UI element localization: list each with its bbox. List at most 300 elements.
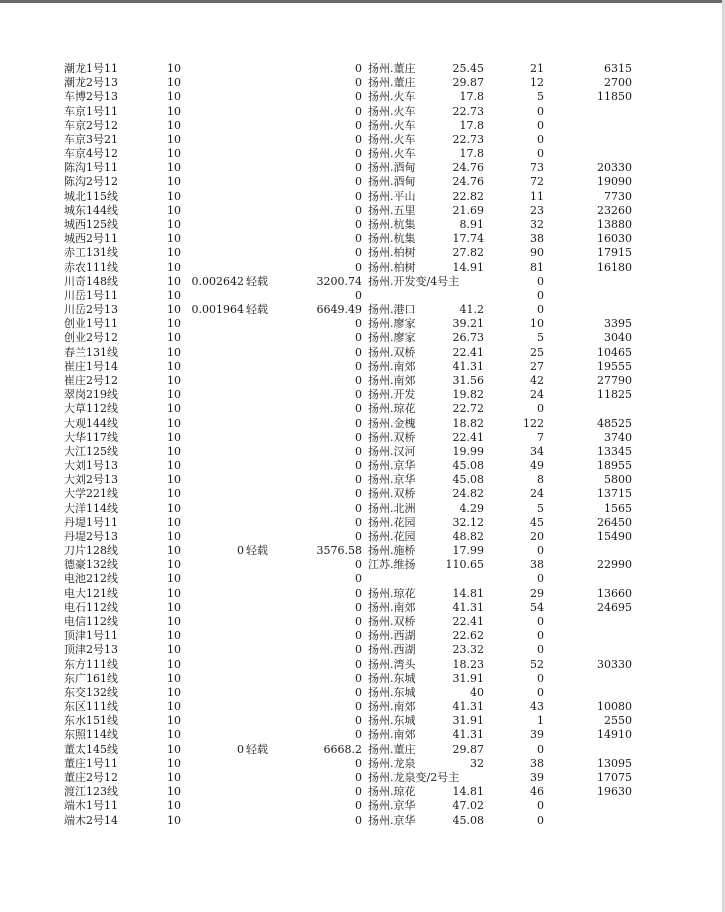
substation-cell: 扬州.西湖 xyxy=(368,629,416,643)
capacity-cell: 0 xyxy=(355,459,362,473)
line-name-cell: 城东144线 xyxy=(64,203,118,217)
load-rate-cell: 0 xyxy=(237,544,244,558)
capacity-cell: 0 xyxy=(355,90,362,104)
voltage-cell: 10 xyxy=(167,756,181,770)
voltage-cell: 10 xyxy=(167,430,181,444)
length-cell: 18.82 xyxy=(452,416,484,430)
capacity-cell: 0 xyxy=(355,161,362,175)
table-row xyxy=(0,303,725,317)
length-cell: 17.8 xyxy=(459,90,484,104)
length-cell: 14.81 xyxy=(452,586,484,600)
voltage-cell: 10 xyxy=(167,161,181,175)
count-cell: 49 xyxy=(530,459,544,473)
line-name-cell: 端木2号14 xyxy=(64,813,118,827)
capacity-cell: 0 xyxy=(355,147,362,161)
voltage-cell: 10 xyxy=(167,62,181,75)
count-cell: 0 xyxy=(537,629,544,643)
capacity-cell: 0 xyxy=(355,76,362,90)
count-cell: 23 xyxy=(530,203,544,217)
table-row xyxy=(0,190,725,204)
voltage-cell: 10 xyxy=(167,600,181,614)
voltage-cell: 10 xyxy=(167,544,181,558)
length-cell: 19.82 xyxy=(452,388,484,402)
voltage-cell: 10 xyxy=(167,586,181,600)
count-cell: 21 xyxy=(530,62,544,75)
capacity-cell: 0 xyxy=(355,615,362,629)
capacity-cell: 3200.74 xyxy=(316,274,362,288)
amount-cell: 11825 xyxy=(597,388,632,402)
table-row xyxy=(0,346,725,360)
line-name-cell: 东水151线 xyxy=(64,714,118,728)
amount-cell: 3040 xyxy=(604,331,632,345)
line-name-cell: 大洋114线 xyxy=(64,501,118,515)
capacity-cell: 0 xyxy=(355,132,362,146)
length-cell: 27.82 xyxy=(452,246,484,260)
voltage-cell: 10 xyxy=(167,260,181,274)
substation-cell: 扬州.琼花 xyxy=(368,785,416,799)
length-cell: 22.62 xyxy=(452,629,484,643)
amount-cell: 10080 xyxy=(597,700,632,714)
length-cell: 47.02 xyxy=(452,799,484,813)
amount-cell: 15490 xyxy=(597,529,632,543)
substation-cell: 扬州.京华 xyxy=(368,459,416,473)
voltage-cell: 10 xyxy=(167,203,181,217)
count-cell: 42 xyxy=(530,373,544,387)
length-cell: 22.73 xyxy=(452,104,484,118)
table-row xyxy=(0,643,725,657)
line-name-cell: 东交132线 xyxy=(64,685,118,699)
table-row xyxy=(0,487,725,501)
count-cell: 0 xyxy=(537,288,544,302)
count-cell: 32 xyxy=(530,217,544,231)
load-status-cell: 轻载 xyxy=(246,544,268,558)
voltage-cell: 10 xyxy=(167,402,181,416)
substation-cell: 扬州.杭集 xyxy=(368,217,416,231)
count-cell: 0 xyxy=(537,671,544,685)
substation-cell: 扬州.董庄 xyxy=(368,62,416,75)
count-cell: 0 xyxy=(537,643,544,657)
length-cell: 31.91 xyxy=(452,671,484,685)
voltage-cell: 10 xyxy=(167,345,181,359)
substation-cell: 扬州.董庄 xyxy=(368,742,416,756)
count-cell: 24 xyxy=(530,388,544,402)
table-row xyxy=(0,771,725,785)
voltage-cell: 10 xyxy=(167,799,181,813)
capacity-cell: 0 xyxy=(355,629,362,643)
count-cell: 10 xyxy=(530,317,544,331)
count-cell: 72 xyxy=(530,175,544,189)
table-row xyxy=(0,402,725,416)
capacity-cell: 0 xyxy=(355,104,362,118)
substation-cell: 扬州.五里 xyxy=(368,203,416,217)
line-name-cell: 东方111线 xyxy=(64,657,118,671)
count-cell: 81 xyxy=(530,260,544,274)
length-cell: 17.8 xyxy=(459,147,484,161)
amount-cell: 48525 xyxy=(597,416,632,430)
table-row xyxy=(0,90,725,104)
capacity-cell: 0 xyxy=(355,799,362,813)
substation-cell: 扬州.汉河 xyxy=(368,444,416,458)
line-name-cell: 电池212线 xyxy=(64,572,118,586)
count-cell: 39 xyxy=(530,771,544,784)
substation-cell: 扬州.火车 xyxy=(368,118,416,132)
substation-cell: 扬州.东城 xyxy=(368,714,416,728)
amount-cell: 3740 xyxy=(604,430,632,444)
amount-cell: 26450 xyxy=(597,515,632,529)
voltage-cell: 10 xyxy=(167,742,181,756)
line-name-cell: 丹堤1号11 xyxy=(64,515,118,529)
substation-cell: 扬州.酒甸 xyxy=(368,175,416,189)
line-name-cell: 德豪132线 xyxy=(64,558,118,572)
length-cell: 24.76 xyxy=(452,161,484,175)
count-cell: 38 xyxy=(530,756,544,770)
line-name-cell: 陈沟1号11 xyxy=(64,161,118,175)
capacity-cell: 0 xyxy=(355,217,362,231)
voltage-cell: 10 xyxy=(167,274,181,288)
count-cell: 0 xyxy=(537,274,544,288)
capacity-cell: 0 xyxy=(355,260,362,274)
table-row xyxy=(0,516,725,530)
count-cell: 5 xyxy=(537,90,544,104)
voltage-cell: 10 xyxy=(167,685,181,699)
voltage-cell: 10 xyxy=(167,529,181,543)
voltage-cell: 10 xyxy=(167,104,181,118)
count-cell: 45 xyxy=(530,515,544,529)
amount-cell: 7730 xyxy=(604,189,632,203)
table-row xyxy=(0,445,725,459)
capacity-cell: 0 xyxy=(355,558,362,572)
count-cell: 8 xyxy=(537,473,544,487)
capacity-cell: 0 xyxy=(355,771,362,784)
substation-cell: 扬州.龙泉 xyxy=(368,756,416,770)
line-name-cell: 东区111线 xyxy=(64,700,118,714)
capacity-cell: 0 xyxy=(355,444,362,458)
length-cell: 41.31 xyxy=(452,700,484,714)
count-cell: 1 xyxy=(537,714,544,728)
line-name-cell: 车京3号21 xyxy=(64,132,118,146)
table-row xyxy=(0,459,725,473)
capacity-cell: 0 xyxy=(355,388,362,402)
amount-cell: 17075 xyxy=(597,771,632,784)
voltage-cell: 10 xyxy=(167,246,181,260)
table-row xyxy=(0,473,725,487)
length-cell: 41.31 xyxy=(452,359,484,373)
capacity-cell: 0 xyxy=(355,671,362,685)
length-cell: 25.45 xyxy=(452,62,484,75)
count-cell: 54 xyxy=(530,600,544,614)
substation-cell: 扬州.湾头 xyxy=(368,657,416,671)
substation-cell: 扬州.酒甸 xyxy=(368,161,416,175)
capacity-cell: 0 xyxy=(355,402,362,416)
line-name-cell: 车京2号12 xyxy=(64,118,118,132)
table-row xyxy=(0,601,725,615)
count-cell: 90 xyxy=(530,246,544,260)
substation-cell: 扬州.廖家 xyxy=(368,317,416,331)
table-row xyxy=(0,246,725,260)
voltage-cell: 10 xyxy=(167,728,181,742)
length-cell: 17.8 xyxy=(459,118,484,132)
voltage-cell: 10 xyxy=(167,515,181,529)
substation-cell: 扬州.港口 xyxy=(368,303,416,317)
capacity-cell: 0 xyxy=(355,317,362,331)
amount-cell: 13095 xyxy=(597,756,632,770)
table-row xyxy=(0,502,725,516)
table-row xyxy=(0,757,725,771)
length-cell: 8.91 xyxy=(459,217,484,231)
line-name-cell: 大草112线 xyxy=(64,402,118,416)
table-row xyxy=(0,530,725,544)
line-name-cell: 大刘2号13 xyxy=(64,473,118,487)
voltage-cell: 10 xyxy=(167,643,181,657)
voltage-cell: 10 xyxy=(167,147,181,161)
capacity-cell: 0 xyxy=(355,118,362,132)
table-row xyxy=(0,558,725,572)
length-cell: 22.72 xyxy=(452,402,484,416)
voltage-cell: 10 xyxy=(167,288,181,302)
count-cell: 12 xyxy=(530,76,544,90)
load-status-cell: 轻载 xyxy=(246,303,268,317)
amount-cell: 19555 xyxy=(597,359,632,373)
line-name-cell: 电大121线 xyxy=(64,586,118,600)
table-row xyxy=(0,672,725,686)
count-cell: 0 xyxy=(537,104,544,118)
voltage-cell: 10 xyxy=(167,785,181,799)
amount-cell: 3395 xyxy=(604,317,632,331)
length-cell: 40 xyxy=(470,685,484,699)
capacity-cell: 6668.2 xyxy=(323,742,362,756)
voltage-cell: 10 xyxy=(167,700,181,714)
amount-cell: 11850 xyxy=(597,90,632,104)
substation-cell: 扬州.廖家 xyxy=(368,331,416,345)
amount-cell: 20330 xyxy=(597,161,632,175)
count-cell: 0 xyxy=(537,799,544,813)
substation-cell: 扬州.北洲 xyxy=(368,501,416,515)
line-name-cell: 电石112线 xyxy=(64,600,118,614)
voltage-cell: 10 xyxy=(167,303,181,317)
substation-cell: 扬州.柏树 xyxy=(368,260,416,274)
line-name-cell: 顶津2号13 xyxy=(64,643,118,657)
table-row xyxy=(0,232,725,246)
voltage-cell: 10 xyxy=(167,473,181,487)
substation-cell: 扬州.琼花 xyxy=(368,586,416,600)
length-cell: 21.69 xyxy=(452,203,484,217)
substation-cell: 扬州.董庄 xyxy=(368,76,416,90)
capacity-cell: 0 xyxy=(355,700,362,714)
voltage-cell: 10 xyxy=(167,90,181,104)
length-cell: 29.87 xyxy=(452,76,484,90)
line-name-cell: 城西125线 xyxy=(64,217,118,231)
amount-cell: 23260 xyxy=(597,203,632,217)
voltage-cell: 10 xyxy=(167,572,181,586)
capacity-cell: 0 xyxy=(355,714,362,728)
length-cell: 45.08 xyxy=(452,813,484,827)
count-cell: 38 xyxy=(530,232,544,246)
table-row xyxy=(0,62,725,76)
count-cell: 0 xyxy=(537,685,544,699)
count-cell: 5 xyxy=(537,501,544,515)
length-cell: 45.08 xyxy=(452,459,484,473)
line-name-cell: 电信112线 xyxy=(64,615,118,629)
amount-cell: 13660 xyxy=(597,586,632,600)
count-cell: 46 xyxy=(530,785,544,799)
table-row xyxy=(0,743,725,757)
capacity-cell: 6649.49 xyxy=(316,303,362,317)
line-name-cell: 陈沟2号12 xyxy=(64,175,118,189)
substation-cell: 扬州.火车 xyxy=(368,90,416,104)
substation-cell: 扬州.东城 xyxy=(368,671,416,685)
capacity-cell: 0 xyxy=(355,189,362,203)
capacity-cell: 0 xyxy=(355,246,362,260)
line-name-cell: 潮龙2号13 xyxy=(64,76,118,90)
line-name-cell: 车京1号11 xyxy=(64,104,118,118)
amount-cell: 14910 xyxy=(597,728,632,742)
table-row xyxy=(0,261,725,275)
voltage-cell: 10 xyxy=(167,487,181,501)
line-name-cell: 翠岗219线 xyxy=(64,388,118,402)
table-row xyxy=(0,714,725,728)
load-status-cell: 轻载 xyxy=(246,274,268,288)
voltage-cell: 10 xyxy=(167,331,181,345)
substation-cell: 江苏.维扬 xyxy=(368,558,416,572)
table-row xyxy=(0,204,725,218)
capacity-cell: 0 xyxy=(355,345,362,359)
capacity-cell: 0 xyxy=(355,728,362,742)
length-cell: 17.99 xyxy=(452,544,484,558)
length-cell: 29.87 xyxy=(452,742,484,756)
count-cell: 0 xyxy=(537,572,544,586)
amount-cell: 5800 xyxy=(604,473,632,487)
voltage-cell: 10 xyxy=(167,373,181,387)
length-cell: 4.29 xyxy=(459,501,484,515)
voltage-cell: 10 xyxy=(167,217,181,231)
line-name-cell: 崔庄2号12 xyxy=(64,373,118,387)
table-row xyxy=(0,388,725,402)
count-cell: 20 xyxy=(530,529,544,543)
length-cell: 110.65 xyxy=(445,558,484,572)
substation-cell: 扬州.京华 xyxy=(368,799,416,813)
substation-cell: 扬州.京华 xyxy=(368,473,416,487)
substation-cell: 扬州.开发变/4号主 xyxy=(368,274,460,288)
table-row xyxy=(0,799,725,813)
line-name-cell: 车京4号12 xyxy=(64,147,118,161)
capacity-cell: 0 xyxy=(355,600,362,614)
length-cell: 17.74 xyxy=(452,232,484,246)
line-name-cell: 董庄1号11 xyxy=(64,756,118,770)
line-name-cell: 车博2号13 xyxy=(64,90,118,104)
table-row xyxy=(0,431,725,445)
capacity-cell: 0 xyxy=(355,331,362,345)
table-row xyxy=(0,275,725,289)
amount-cell: 1565 xyxy=(604,501,632,515)
capacity-cell: 0 xyxy=(355,515,362,529)
table-row xyxy=(0,785,725,799)
table-row xyxy=(0,133,725,147)
table-row xyxy=(0,572,725,586)
substation-cell: 扬州.双桥 xyxy=(368,430,416,444)
substation-cell: 扬州.南郊 xyxy=(368,728,416,742)
amount-cell: 24695 xyxy=(597,600,632,614)
amount-cell: 22990 xyxy=(597,558,632,572)
capacity-cell: 0 xyxy=(355,430,362,444)
line-name-cell: 东广161线 xyxy=(64,671,118,685)
count-cell: 122 xyxy=(523,416,544,430)
count-cell: 0 xyxy=(537,615,544,629)
capacity-cell: 0 xyxy=(355,232,362,246)
count-cell: 0 xyxy=(537,742,544,756)
length-cell: 31.56 xyxy=(452,373,484,387)
table-row xyxy=(0,629,725,643)
capacity-cell: 0 xyxy=(355,813,362,827)
voltage-cell: 10 xyxy=(167,615,181,629)
line-name-cell: 大江125线 xyxy=(64,444,118,458)
voltage-cell: 10 xyxy=(167,416,181,430)
amount-cell: 10465 xyxy=(597,345,632,359)
amount-cell: 30330 xyxy=(597,657,632,671)
length-cell: 24.76 xyxy=(452,175,484,189)
count-cell: 52 xyxy=(530,657,544,671)
length-cell: 32.12 xyxy=(452,515,484,529)
amount-cell: 18955 xyxy=(597,459,632,473)
line-name-cell: 川岳1号11 xyxy=(64,288,118,302)
count-cell: 38 xyxy=(530,558,544,572)
substation-cell: 扬州.火车 xyxy=(368,132,416,146)
load-rate-cell: 0.002642 xyxy=(191,274,244,288)
capacity-cell: 0 xyxy=(355,685,362,699)
voltage-cell: 10 xyxy=(167,671,181,685)
amount-cell: 16180 xyxy=(597,260,632,274)
count-cell: 0 xyxy=(537,303,544,317)
length-cell: 22.82 xyxy=(452,189,484,203)
length-cell: 31.91 xyxy=(452,714,484,728)
substation-cell: 扬州.双桥 xyxy=(368,615,416,629)
line-name-cell: 赤工131线 xyxy=(64,246,118,260)
count-cell: 0 xyxy=(537,118,544,132)
line-name-cell: 端木1号11 xyxy=(64,799,118,813)
length-cell: 41.31 xyxy=(452,600,484,614)
line-name-cell: 城西2号11 xyxy=(64,232,118,246)
voltage-cell: 10 xyxy=(167,175,181,189)
line-name-cell: 渡江123线 xyxy=(64,785,118,799)
capacity-cell: 0 xyxy=(355,62,362,75)
substation-cell: 扬州.南郊 xyxy=(368,700,416,714)
substation-cell: 扬州.龙泉变/2号主 xyxy=(368,771,460,784)
line-name-cell: 赤农111线 xyxy=(64,260,118,274)
substation-cell: 扬州.开发 xyxy=(368,388,416,402)
substation-cell: 扬州.南郊 xyxy=(368,600,416,614)
capacity-cell: 0 xyxy=(355,529,362,543)
capacity-cell: 0 xyxy=(355,359,362,373)
length-cell: 39.21 xyxy=(452,317,484,331)
line-name-cell: 大华117线 xyxy=(64,430,118,444)
count-cell: 5 xyxy=(537,331,544,345)
table-row xyxy=(0,417,725,431)
capacity-cell: 0 xyxy=(355,373,362,387)
capacity-cell: 0 xyxy=(355,175,362,189)
voltage-cell: 10 xyxy=(167,388,181,402)
substation-cell: 扬州.花园 xyxy=(368,529,416,543)
table-row xyxy=(0,76,725,90)
load-rate-cell: 0.001964 xyxy=(191,303,244,317)
count-cell: 29 xyxy=(530,586,544,600)
count-cell: 7 xyxy=(537,430,544,444)
capacity-cell: 0 xyxy=(355,203,362,217)
line-name-cell: 城北115线 xyxy=(64,189,118,203)
voltage-cell: 10 xyxy=(167,132,181,146)
voltage-cell: 10 xyxy=(167,813,181,827)
table-row xyxy=(0,686,725,700)
capacity-cell: 0 xyxy=(355,756,362,770)
length-cell: 41.31 xyxy=(452,728,484,742)
